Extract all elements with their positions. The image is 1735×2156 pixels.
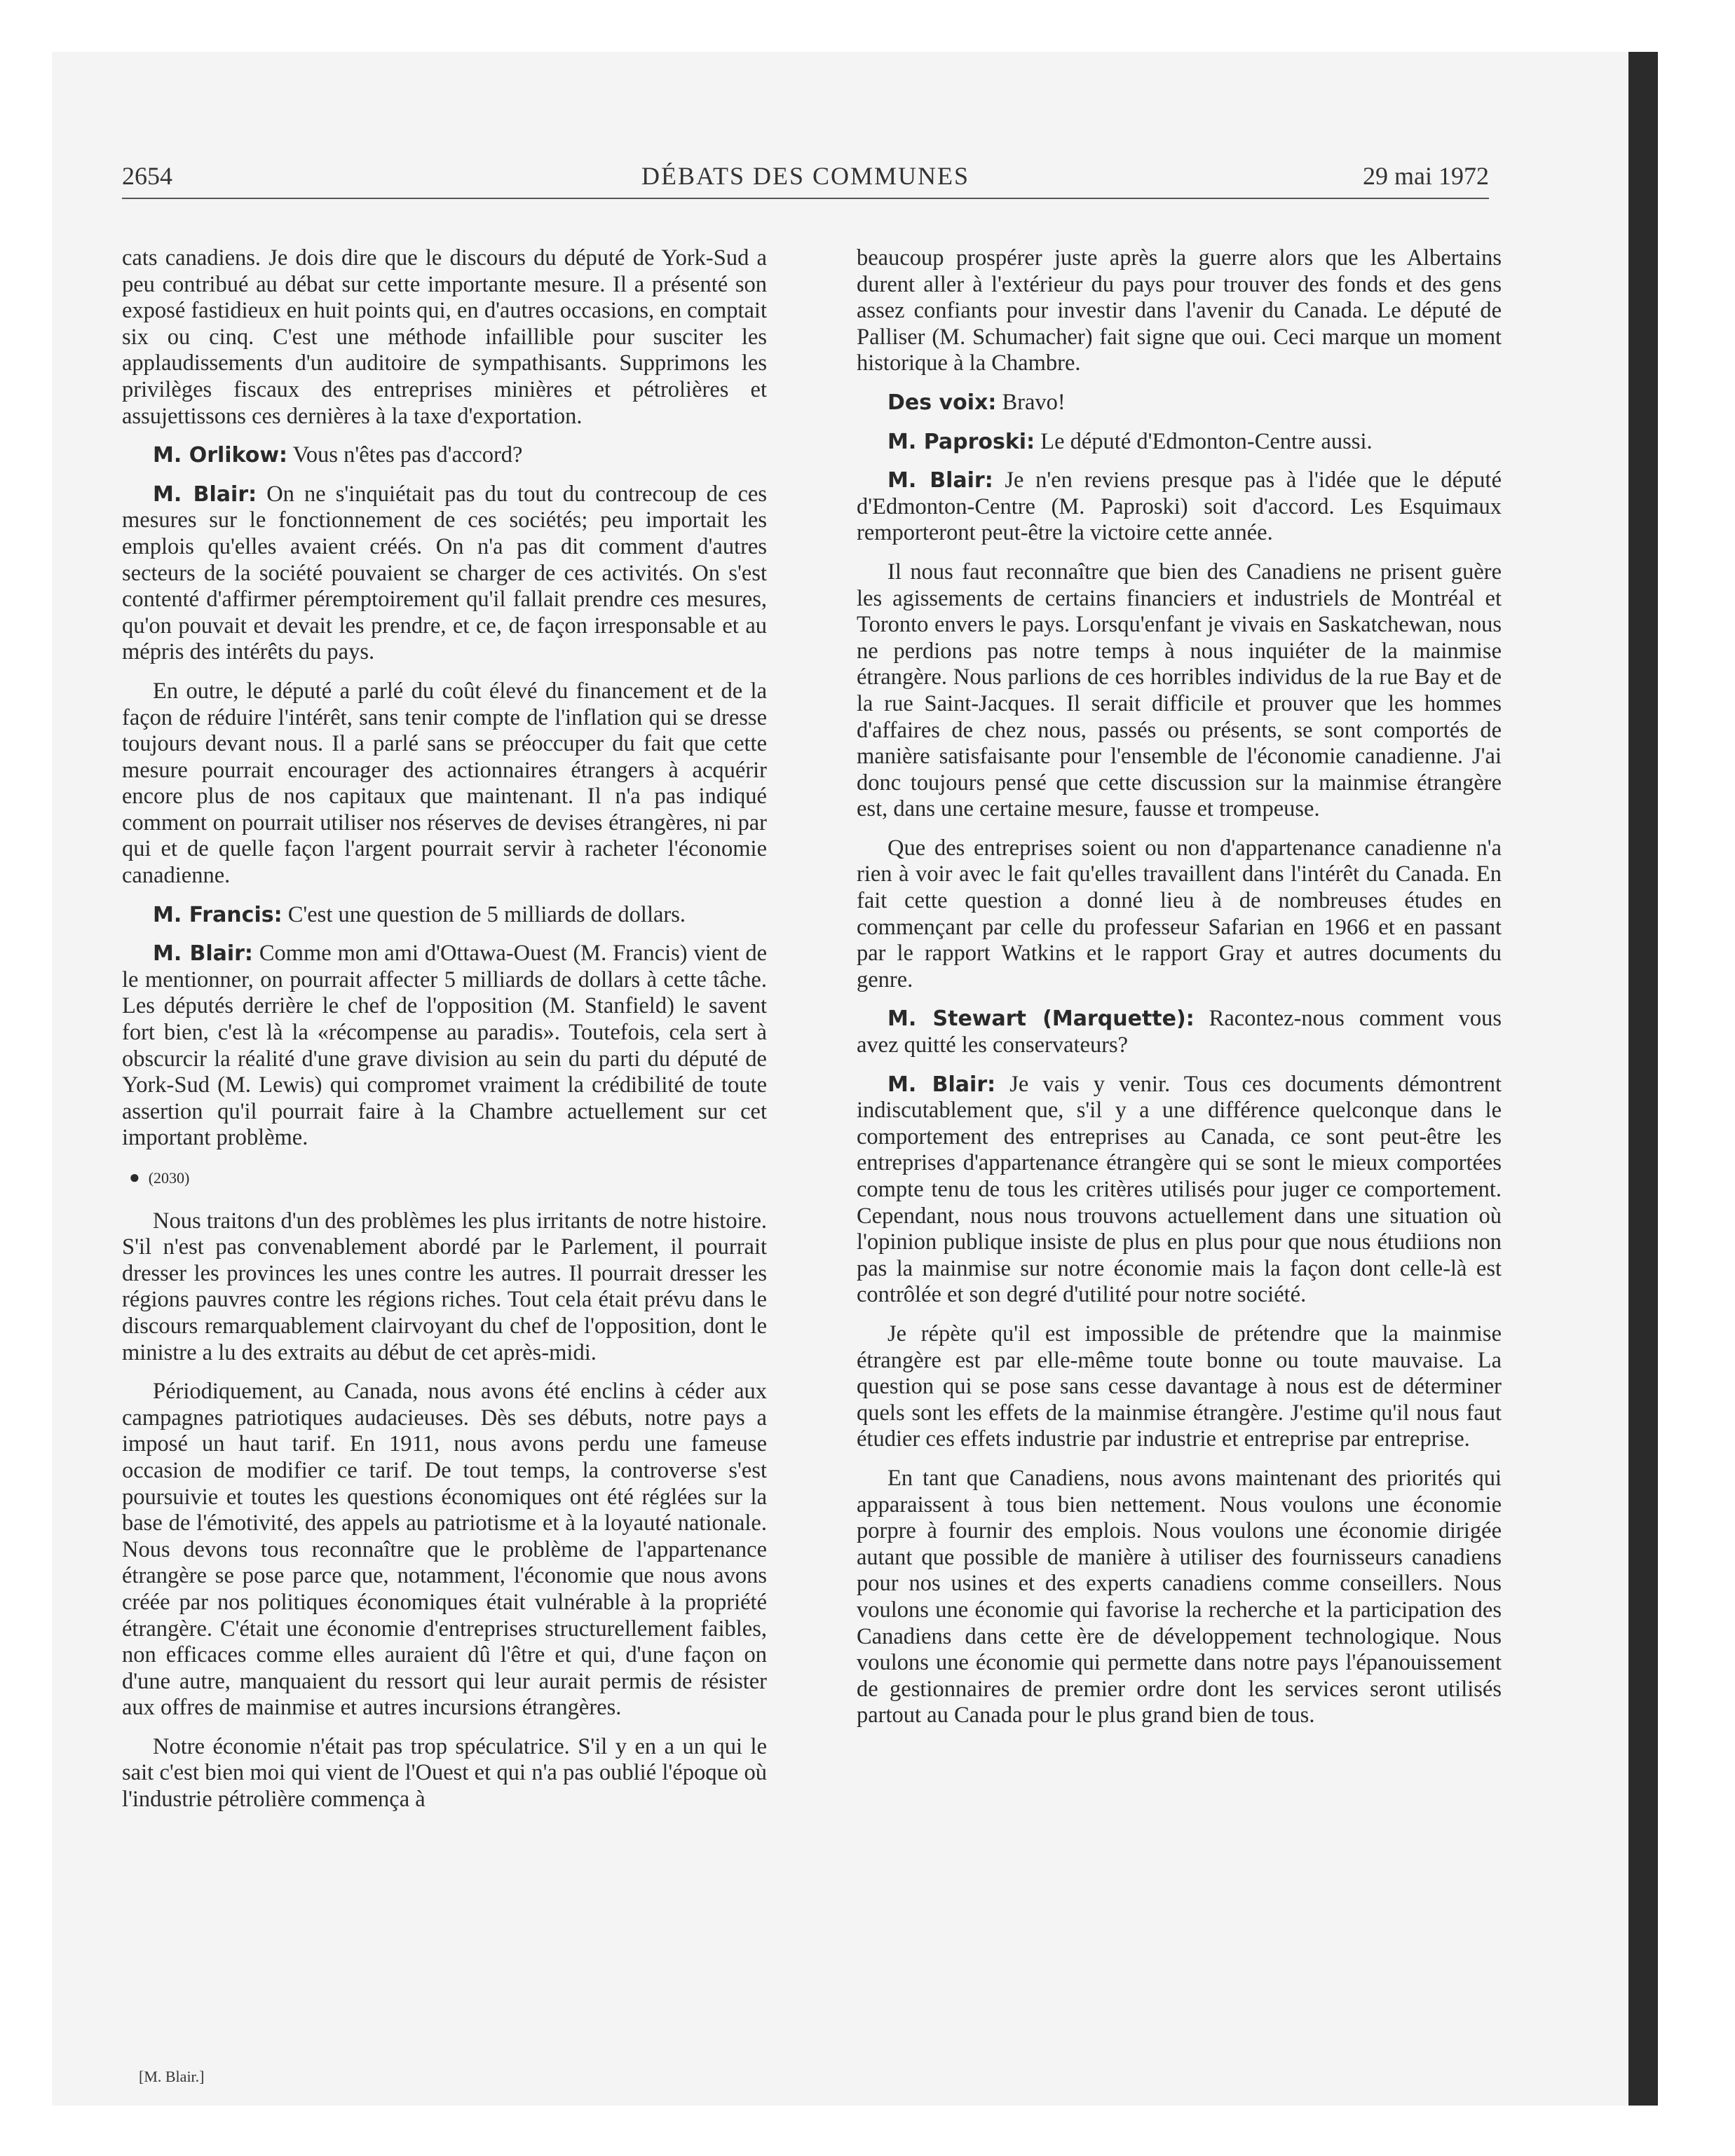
- speaker-name: M. Blair:: [887, 1072, 996, 1097]
- speech-text: Vous n'êtes pas d'accord?: [292, 442, 523, 468]
- paragraph: Notre économie n'était pas trop spéculatrice. S'il y en a un qui le sait c'est bien moi qui vient de l'Ouest et qui n'a pas oublié l'époque où l'industrie pétrolière commença à: [122, 1733, 767, 1813]
- speaker-name: M. Orlikow:: [153, 443, 288, 468]
- page-header: [122, 161, 1489, 199]
- paragraph: Périodiquement, au Canada, nous avons été enclins à céder aux campagnes patriotiques audacieuses. Dès ses débuts, notre pays a imposé un haut tarif. En 1911, nous avons perdu une fameuse occasion de modifier ce tarif. De tout temps, la controverse s'est poursuivie et toutes les questions économiques ont été réglées sur la base de l'émotivité, des appels au patriotisme et à la loyauté nationale. Nous devons tous reconnaître que le problème de l'appartenance étrangère se pose parce que, notamment, l'économie que nous avons créée par nos politiques économiques était vulnérable à la propriété étrangère. C'était une économie d'entreprises structurellement faibles, non efficaces comme elles auraient dû l'être et qui, d'une façon on d'une autre, manquaient du ressort qui leur aurait permis de résister aux offres de mainmise et autres incursions étrangères.: [122, 1379, 767, 1721]
- right-column: [857, 245, 1502, 1742]
- speaker-name: M. Blair:: [153, 941, 253, 967]
- speech-text: On ne s'inquiétait pas du tout du contrecoup de ces mesures sur le fonctionnement de ces sociétés; peu importait les emplois qu'elles avaient créés. On n'a pas dit comment d'autres secteurs de la société pouvaient se charger de ces activités. On s'est contenté d'affirmer péremptoirement qu'il fallait prendre ces mesures, qu'on pouvait et devait les prendre, et ce, de façon irresponsable et au mépris des intérêts du pays.: [122, 481, 767, 665]
- speech-text: Comme mon ami d'Ottawa-Ouest (M. Francis) vient de le mentionner, on pourrait affecter 5 milliards de dollars à cette tâche. Les députés derrière le chef de l'opposition (M. Stanfield) le savent fort bien, c'est là la «récompense au paradis». Toutefois, cela sert à obscurcir la réalité d'une grave division au sein du parti du député de York-Sud (M. Lewis) qui compromet vraiment la crédibilité de toute assertion qu'il pourrait faire à la Chambre actuellement sur cet important problème.: [122, 941, 768, 1151]
- speech: [122, 941, 767, 1152]
- speech: [122, 482, 767, 666]
- paragraph: En tant que Canadiens, nous avons maintenant des priorités qui apparaissent à tous bien nettement. Nous voulons une économie porpre à fournir des emplois. Nous voulons une économie dirigée autant que possible de manière à utiliser des fournisseurs canadiens pour nos usines et des experts canadiens comme conseillers. Nous voulons une économie qui favorise la recherche et la participation des Canadiens dans cette ère de développement technologique. Nous voulons une économie qui permette dans notre pays l'épanouissement de gestionnaires de premier ordre dont les services seront utilisés partout au Canada pour le plus grand bien de tous.: [857, 1465, 1502, 1728]
- paragraph: Il nous faut reconnaître que bien des Canadiens ne prisent guère les agissements de certains financiers et industriels de Montréal et Toronto envers le pays. Lorsqu'enfant je vivais en Saskatchewan, nous ne perdions pas notre temps à nous inquiéter de la mainmise étrangère. Nous parlions de ces horribles individus de la rue Bay et de la rue Saint-Jacques. Il serait difficile et prouver que les hommes d'affaires de chez nous, passés ou présents, se sont comportés de manière satisfaisante pour l'ensemble de l'économie canadienne. J'ai donc toujours pensé que cette discussion sur la mainmise étrangère est, dans une certaine mesure, fausse et trompeuse.: [857, 559, 1502, 822]
- time-marker: [129, 1164, 767, 1192]
- speech: [857, 468, 1502, 547]
- speaker-name: M. Paproski:: [887, 429, 1035, 454]
- binding-edge: [1628, 52, 1658, 2106]
- speech-text: Je n'en reviens presque pas à l'idée que le député d'Edmonton-Centre (M. Paproski) soit d'accord. Les Esquimaux remporteront peut-être la victoire cette année.: [857, 468, 1502, 546]
- speech-text: C'est une question de 5 milliards de dollars.: [287, 901, 686, 927]
- speech: [122, 902, 767, 929]
- speaker-name: M. Blair:: [887, 468, 993, 493]
- speech-text: Le député d'Edmonton-Centre aussi.: [1040, 428, 1373, 454]
- speech-text: Je vais y venir. Tous ces documents démontrent indiscutablement que, s'il y a une différence quelconque dans le comportement des entreprises au Canada, ce sont peut-être les entreprises d'appartenance étrangère qui se sont le mieux comportées compte tenu de tous les critères utilisés pour juger ce comportement. Cependant, nous nous trouvons actuellement dans une situation où l'opinion publique insiste de plus en plus pour que nous étudiions non pas la mainmise sur notre économie mais la façon dont celle-là est contrôlée et son degré d'utilité pour notre société.: [857, 1071, 1502, 1308]
- paragraph: Que des entreprises soient ou non d'appartenance canadienne n'a rien à voir avec le fait qu'elles travaillent dans l'intérêt du Canada. En fait cette question a donné lieu à de nombreuses études en commençant par celle du professeur Safarian en 1966 et en passant par le rapport Watkins et le rapport Gray et autres documents du genre.: [857, 835, 1502, 992]
- speech: [857, 390, 1502, 416]
- paragraph: En outre, le député a parlé du coût élevé du financement et de la façon de réduire l'intérêt, sans tenir compte de l'inflation qui se dresse toujours devant nous. Il a parlé sans se préoccuper du fait que cette mesure pourrait encourager des actionnaires étrangers à acquérir encore plus de nos capitaux que maintenant. Il n'a pas indiqué comment on pourrait utiliser nos réserves de devises étrangères, ni par qui et de quelle façon l'argent pourrait servir à racheter l'économie canadienne.: [122, 678, 767, 889]
- footer-speaker-tag: [M. Blair.]: [139, 2068, 205, 2085]
- page-title: DÉBATS DES COMMUNES: [641, 162, 970, 190]
- speaker-name: Des voix:: [887, 390, 997, 415]
- paragraph: Nous traitons d'un des problèmes les plus irritants de notre histoire. S'il n'est pas convenablement abordé par le Parlement, il pourrait dresser les provinces les unes contre les autres. Il pourrait dresser les régions pauvres contre les régions riches. Tout cela était prévu dans le discours remarquablement clairvoyant du chef de l'opposition, dont le ministre a lu des extraits au début de cet après-midi.: [122, 1208, 767, 1365]
- speech: [122, 442, 767, 469]
- speech: [857, 429, 1502, 456]
- page-number: 2654: [122, 162, 172, 190]
- speaker-name: M. Francis:: [153, 902, 283, 927]
- paragraph: cats canadiens. Je dois dire que le discours du député de York-Sud a peu contribué au débat sur cette importante mesure. Il a présenté son exposé fastidieux en huit points qui, en d'autres occasions, en comptait six ou cinq. C'est une méthode infaillible pour susciter les applaudissements d'un auditoire de sympathisants. Supprimons les privilèges fiscaux des entreprises minières et pétrolières et assujettissons ces dernières à la taxe d'exportation.: [122, 245, 767, 429]
- page-date: 29 mai 1972: [1363, 162, 1489, 190]
- left-column: [122, 245, 767, 1826]
- paragraph: Je répète qu'il est impossible de prétendre que la mainmise étrangère est par elle-même toute bonne ou toute mauvaise. La question qui se pose sans cesse davantage à nous est de déterminer quels sont les effets de la mainmise étrangère. J'estime qu'il nous faut étudier ces effets industrie par industrie et entreprise par entreprise.: [857, 1321, 1502, 1452]
- speech-text: Bravo!: [1002, 389, 1066, 415]
- paragraph: beaucoup prospérer juste après la guerre alors que les Albertains durent aller à l'extérieur du pays pour trouver des fonds et des gens assez confiants pour investir dans l'avenir du Canada. Le député de Palliser (M. Schumacher) fait signe que oui. Ceci marque un moment historique à la Chambre.: [857, 245, 1502, 376]
- bullet-icon: ●: [129, 1167, 140, 1187]
- speaker-name: M. Blair:: [153, 482, 257, 507]
- speech-text: Racontez-nous comment vous avez quitté les conservateurs?: [857, 1006, 1502, 1058]
- time-marker-text: (2030): [148, 1169, 190, 1187]
- speaker-name: M. Stewart (Marquette):: [887, 1007, 1195, 1032]
- speech: [857, 1072, 1502, 1309]
- speech: [857, 1006, 1502, 1058]
